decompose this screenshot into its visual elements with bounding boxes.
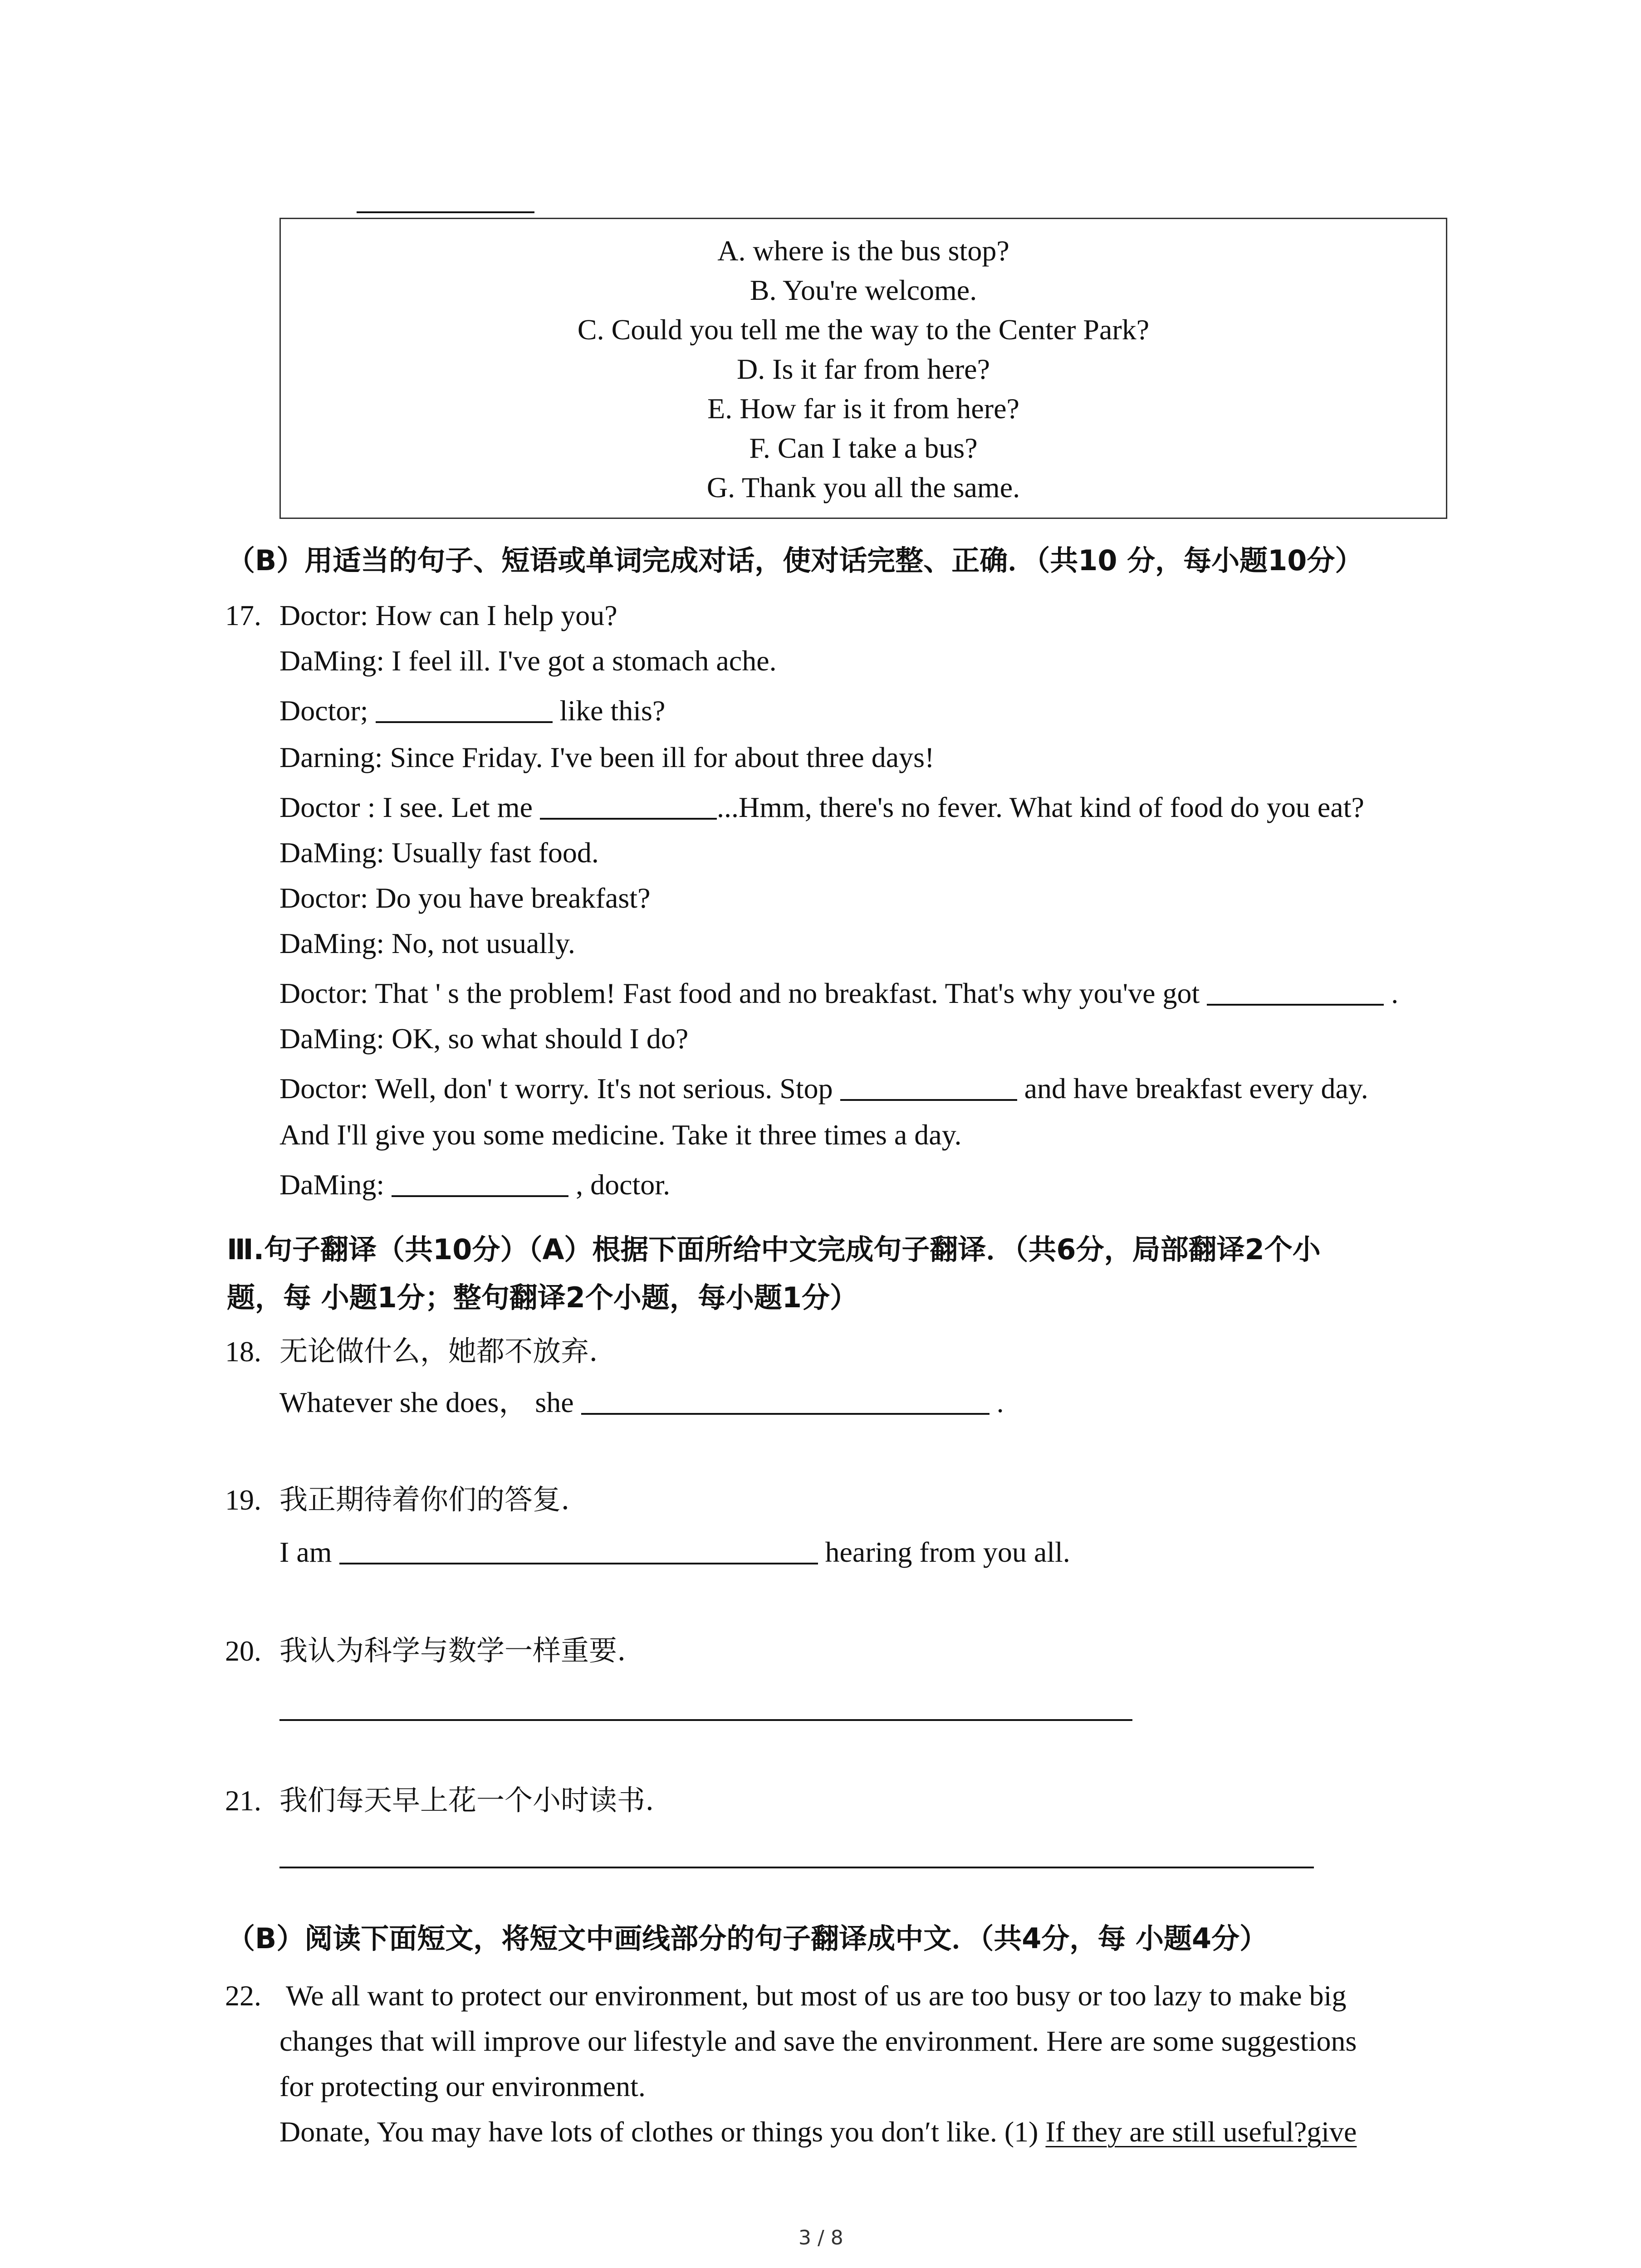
dialogue-line-6: DaMing: Usually fast food.	[279, 836, 599, 869]
option-a: A. where is the bus stop?	[717, 235, 1009, 267]
q18-english-pre: Whatever she does， she	[279, 1386, 574, 1418]
dialogue-line-5	[279, 793, 1364, 822]
section-3-heading-line-1: Ⅲ.句子翻译（共10分）（A）根据下面所给中文完成句子翻译．（共6分，局部翻译2个小	[227, 1233, 1321, 1266]
q18-chinese: 无论做什么，她都不放弃.	[279, 1334, 598, 1368]
section-3-heading-line-2: 题，每 小题1分；整句翻译2个小题，每小题1分）	[227, 1281, 858, 1314]
answer-blank-3[interactable]	[1207, 1004, 1384, 1006]
dialogue-line-13-post: , doctor.	[576, 1168, 671, 1201]
dialogue-line-11-pre: Doctor: Well, don' t worry. It's not serious. Stop	[279, 1072, 833, 1105]
option-f: F. Can I take a bus?	[749, 432, 978, 464]
question-number-19: 19.	[225, 1484, 261, 1516]
question-number-18: 18.	[225, 1335, 261, 1368]
question-number-20: 20.	[225, 1635, 261, 1667]
q19-chinese: 我正期待着你们的答复.	[279, 1483, 570, 1516]
q22-paragraph-line-2: changes that will improve our lifestyle and save the environment. Here are some suggestions	[279, 2025, 1357, 2057]
q20-chinese: 我认为科学与数学一样重要.	[279, 1634, 626, 1667]
dialogue-line-10: DaMing: OK, so what should I do?	[279, 1022, 689, 1055]
dialogue-line-4: Darning: Since Friday. I've been ill for about three days!	[279, 741, 935, 773]
dialogue-line-7: Doctor: Do you have breakfast?	[279, 882, 651, 914]
dialogue-line-1: Doctor: How can I help you?	[279, 599, 617, 631]
question-number-22: 22.	[225, 1980, 261, 2012]
section-b-heading: （B）用适当的句子、短语或单词完成对话，使对话完整、正确．（共10 分，每小题10分）	[227, 544, 1363, 577]
section-3b-heading: （B）阅读下面短文，将短文中画线部分的句子翻译成中文．（共4分，每 小题4分）	[227, 1922, 1268, 1955]
top-answer-blank	[357, 211, 534, 213]
q19-english-pre: I am	[279, 1536, 332, 1568]
dialogue-line-13	[279, 1170, 670, 1199]
option-e: E. How far is it from here?	[707, 392, 1019, 425]
dialogue-line-2: DaMing: I feel ill. I've got a stomach ache.	[279, 645, 777, 677]
dialogue-line-9-post: .	[1391, 977, 1399, 1009]
answer-blank-1[interactable]	[376, 721, 553, 723]
q21-chinese: 我们每天早上花一个小时读书.	[279, 1784, 654, 1817]
dialogue-line-5-post: ...Hmm, there's no fever. What kind of food do you eat?	[717, 791, 1364, 823]
question-number-17: 17.	[225, 599, 261, 631]
dialogue-line-5-pre: Doctor : I see. Let me	[279, 791, 533, 823]
q20-answer-line[interactable]	[279, 1719, 1132, 1721]
dialogue-line-3-pre: Doctor;	[279, 694, 368, 727]
question-number-21: 21.	[225, 1784, 261, 1817]
option-b: B. You're welcome.	[749, 274, 977, 306]
dialogue-line-9-pre: Doctor: That ' s the problem! Fast food and no breakfast. That's why you've got	[279, 977, 1200, 1009]
option-c: C. Could you tell me the way to the Center Park?	[577, 313, 1150, 346]
q22-paragraph-line-4	[279, 2117, 1357, 2146]
dialogue-line-11	[279, 1074, 1368, 1103]
answer-blank-4[interactable]	[840, 1099, 1017, 1101]
dialogue-line-8: DaMing: No, not usually.	[279, 927, 575, 959]
dialogue-line-9	[279, 979, 1398, 1008]
answer-blank-2[interactable]	[540, 818, 717, 820]
dialogue-line-3-post: like this?	[559, 694, 666, 727]
q21-answer-line[interactable]	[279, 1867, 1314, 1868]
page-number: 3 / 8	[798, 2226, 843, 2249]
q18-english-post: .	[996, 1386, 1004, 1418]
q19-english	[279, 1538, 1070, 1567]
q18-answer-blank[interactable]	[581, 1413, 989, 1415]
q22-paragraph-line-3: for protecting our environment.	[279, 2070, 646, 2102]
dialogue-line-13-pre: DaMing:	[279, 1168, 385, 1201]
q22-paragraph-line-4-pre: Donate, You may have lots of clothes or things you don′t like. (1)	[279, 2116, 1038, 2148]
option-d: D. Is it far from here?	[737, 353, 990, 385]
dialogue-line-12: And I'll give you some medicine. Take it three times a day.	[279, 1119, 962, 1151]
q19-answer-blank[interactable]	[339, 1563, 818, 1564]
q22-paragraph-line-1: We all want to protect our environment, but most of us are too busy or too lazy to make big	[286, 1980, 1347, 2012]
q18-english	[279, 1388, 1004, 1417]
dialogue-line-3	[279, 696, 665, 725]
option-g: G. Thank you all the same.	[706, 471, 1020, 503]
answer-blank-5[interactable]	[392, 1195, 568, 1197]
dialogue-line-11-post: and have breakfast every day.	[1024, 1072, 1368, 1105]
q22-underlined-sentence: If they are still useful?give	[1045, 2116, 1357, 2148]
options-box	[279, 218, 1447, 519]
q19-english-post: hearing from you all.	[825, 1536, 1070, 1568]
